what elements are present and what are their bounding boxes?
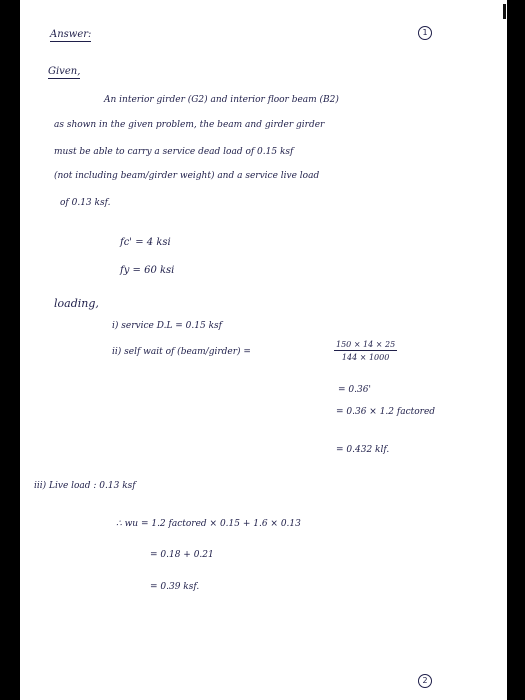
wu-equation-2: = 0.18 + 0.21 xyxy=(150,550,214,560)
statement-line-4: (not including beam/girder weight) and a service live load xyxy=(54,171,320,181)
fc-value: fc' = 4 ksi xyxy=(120,237,171,248)
statement-line-5: of 0.13 ksf. xyxy=(60,198,111,208)
notebook-page xyxy=(20,0,507,700)
fraction-numerator: 150 × 14 × 25 xyxy=(336,340,396,349)
self-weight-result-2: = 0.36 × 1.2 factored xyxy=(336,407,436,417)
loading-label: loading, xyxy=(54,297,99,310)
statement-line-2: as shown in the given problem, the beam and girder girder xyxy=(54,120,325,130)
loading-item-iii: iii) Live load : 0.13 ksf xyxy=(34,481,136,491)
page-edge-mark xyxy=(503,4,506,19)
wu-equation-3: = 0.39 ksf. xyxy=(150,582,200,592)
self-weight-result-3: = 0.432 klf. xyxy=(336,445,390,455)
given-label: Given, xyxy=(48,66,81,77)
self-weight-fraction xyxy=(334,340,397,362)
fraction-denominator: 144 × 1000 xyxy=(341,353,390,362)
fy-value: fy = 60 ksi xyxy=(120,265,175,276)
page-number-bottom: 2 xyxy=(418,674,432,688)
loading-item-i: i) service D.L = 0.15 ksf xyxy=(112,321,222,331)
loading-item-ii-label: ii) self wait of (beam/girder) = xyxy=(112,347,251,357)
statement-line-3: must be able to carry a service dead load of 0.15 ksf xyxy=(54,147,294,157)
page-number-top: 1 xyxy=(418,26,432,40)
self-weight-result-1: = 0.36' xyxy=(338,385,371,395)
wu-equation-1: ∴ wu = 1.2 factored × 0.15 + 1.6 × 0.13 xyxy=(116,519,301,529)
statement-line-1: An interior girder (G2) and interior floor beam (B2) xyxy=(104,95,339,105)
answer-heading: Answer: xyxy=(50,29,92,40)
